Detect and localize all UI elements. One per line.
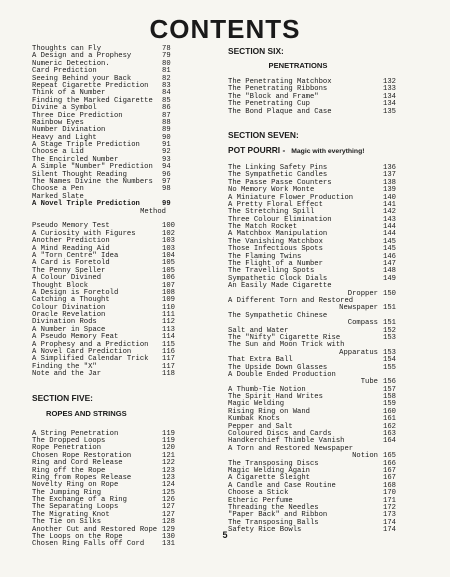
entry-page-number: 152 [383, 326, 396, 335]
entry-title: Note and the Jar [32, 370, 102, 379]
entry-page-number: 100 [162, 222, 175, 231]
entry-title: The Stretching Spill [228, 208, 315, 217]
entry-title: The Sympathetic Chinese [228, 311, 328, 320]
entry-title: Rope Penetration [32, 444, 102, 453]
section-five-heading: SECTION FIVE: [32, 392, 93, 403]
entry-page-number: 110 [162, 303, 175, 312]
entry-page-number: 92 [162, 148, 171, 157]
entry-title: Pepper and Salt [228, 422, 293, 431]
entry-page-number: 153 [383, 333, 396, 342]
entry-title: The "Nifty" Cigarette Rise [228, 333, 341, 342]
section-six-list [228, 79, 424, 116]
entry-title: The Encircled Number [32, 155, 119, 164]
entry-title: Newspaper [339, 304, 378, 313]
entry-title: A Stage Triple Prediction [32, 141, 140, 150]
entry-title: The Penny Speller [32, 266, 106, 275]
entry-title: A Card is Foretold [32, 259, 110, 268]
entry-page-number: 84 [162, 89, 171, 98]
entry-title: A Double Ended Production [228, 370, 336, 379]
entry-title: A Colour Divined [32, 274, 102, 283]
entry-title: A Number in Space [32, 325, 106, 334]
entry-title: Thought Block [32, 281, 89, 290]
entry-title: Apparatus [339, 348, 378, 357]
entry-page-number: 147 [383, 260, 396, 269]
section-five-subtitle: ROPES AND STRINGS [46, 408, 127, 418]
toc-entry [32, 371, 212, 378]
entry-title: The Penetrating Cup [228, 100, 310, 109]
entry-page-number: 134 [383, 100, 396, 109]
entry-title: Choose a Stick [228, 489, 289, 498]
entry-title: Notion [352, 452, 378, 461]
entry-title: The Travelling Spots [228, 267, 315, 276]
entry-page-number: 103 [162, 244, 175, 253]
entry-title: A String Penetration [32, 429, 119, 438]
entry-page-number: 153 [383, 348, 396, 357]
entry-title: Sympathetic Clock Dials [228, 274, 328, 283]
entry-title: Rainbow Eyes [32, 118, 84, 127]
entry-page-number: 145 [383, 245, 396, 254]
entry-title: Salt and Water [228, 326, 289, 335]
entry-title: Method [140, 207, 166, 216]
entry-page-number: 94 [162, 163, 171, 172]
section-seven-heading: SECTION SEVEN: [228, 129, 299, 140]
entry-page-number: 170 [383, 489, 396, 498]
entry-page-number: 166 [383, 459, 396, 468]
entry-page-number: 98 [162, 185, 171, 194]
entry-page-number: 167 [383, 474, 396, 483]
entry-title: Pseudo Memory Test [32, 222, 110, 231]
entry-title: The Tie on Silks [32, 518, 102, 527]
entry-page-number: 119 [162, 429, 175, 438]
section-six-subtitle: PENETRATIONS [268, 61, 328, 70]
entry-title: Threading the Needles [228, 503, 319, 512]
entry-page-number: 159 [383, 400, 396, 409]
entry-page-number: 120 [162, 444, 175, 453]
entry-page-number: 97 [162, 178, 171, 187]
entry-title: Another Prediction [32, 237, 110, 246]
entry-title: Ring and Cord Release [32, 459, 123, 468]
entry-title: Think of a Number [32, 89, 106, 98]
entry-page-number: 154 [383, 356, 396, 365]
entry-page-number: 150 [383, 289, 396, 298]
entry-title: The Vanishing Matchbox [228, 237, 323, 246]
entry-page-number: 85 [162, 96, 171, 105]
entry-page-number: 128 [162, 518, 175, 527]
entry-page-number: 145 [383, 237, 396, 246]
entry-page-number: 136 [383, 163, 396, 172]
entry-page-number: 106 [162, 274, 175, 283]
entry-page-number: 86 [162, 104, 171, 113]
right-column [228, 46, 424, 534]
toc-entry [32, 541, 212, 548]
entry-title: Repeat Cigarette Prediction [32, 81, 149, 90]
entry-page-number: 140 [383, 193, 396, 202]
entry-title: The Jumping Ring [32, 488, 102, 497]
entry-title: A Different Torn and Restored [228, 296, 354, 305]
entry-page-number: 132 [383, 78, 396, 86]
entry-title: Colour Divination [32, 303, 106, 312]
entry-page-number: 133 [383, 85, 396, 94]
entry-page-number: 90 [162, 133, 171, 142]
entry-page-number: 173 [383, 511, 396, 520]
entry-page-number: 130 [162, 533, 175, 542]
entry-title: Oracle Revelation [32, 311, 106, 320]
toc-entry [228, 109, 424, 116]
entry-title: Finding the Marked Cigarette [32, 96, 153, 105]
entry-page-number: 131 [162, 540, 175, 549]
entry-title: Choose a Lid [32, 148, 84, 157]
entry-title: No Memory Work Monte [228, 186, 315, 195]
entry-page-number: 141 [383, 200, 396, 209]
entry-page-number: 146 [383, 252, 396, 261]
entry-title: Magic Welding [228, 400, 285, 409]
entry-title: Chosen Ring Falls off Cord [32, 540, 145, 549]
entry-title: The Bond Plaque and Case [228, 107, 332, 116]
toc-entry [32, 201, 212, 208]
entry-title: The Passe Passe Counters [228, 178, 332, 187]
entry-title: An Easily Made Cigarette [228, 282, 332, 291]
entry-page-number: 123 [162, 473, 175, 482]
entry-page-number: 138 [383, 178, 396, 187]
entry-page-number: 89 [162, 126, 171, 135]
entry-page-number: 81 [162, 67, 171, 76]
entry-title: The Match Rocket [228, 223, 298, 232]
entry-title: Number Divination [32, 126, 106, 135]
entry-title: A Torn and Restored Newspaper [228, 444, 354, 453]
entry-page-number: 127 [162, 510, 175, 519]
entry-page-number: 172 [383, 503, 396, 512]
entry-title: Etheric Perfume [228, 496, 293, 505]
entry-page-number: 163 [383, 430, 396, 439]
entry-title: A Thumb-Tie Notion [228, 385, 306, 394]
entry-title: The Transposing Discs [228, 459, 319, 468]
entry-title: The Upside Down Glasses [228, 363, 328, 372]
entry-page-number: 87 [162, 111, 171, 120]
entry-title: A Novel Card Prediction [32, 348, 132, 357]
entry-title: Heavy and Light [32, 133, 97, 142]
entry-page-number: 144 [383, 223, 396, 232]
entry-title: The Names Divine the Numbers [32, 178, 153, 187]
entry-page-number: 156 [383, 378, 396, 387]
entry-title: A Curiosity with Figures [32, 229, 136, 238]
entry-title: That Extra Ball [228, 356, 293, 365]
entry-page-number: 109 [162, 296, 175, 305]
entry-page-number: 148 [383, 267, 396, 276]
entry-page-number: 135 [383, 107, 396, 116]
entry-page-number: 93 [162, 155, 171, 164]
entry-title: Ring from Ropes Release [32, 473, 132, 482]
entry-title: Safety Rice Bowls [228, 526, 302, 535]
entry-title: A Candle and Case Routine [228, 481, 336, 490]
entry-page-number: 174 [383, 526, 396, 535]
entry-page-number: 115 [162, 340, 175, 349]
entry-page-number: 137 [383, 171, 396, 180]
entry-page-number: 149 [383, 274, 396, 283]
entry-page-number: 78 [162, 45, 171, 53]
entry-title: The Sympathetic Candles [228, 171, 328, 180]
entry-page-number: 125 [162, 488, 175, 497]
entry-title: Catching a Thought [32, 296, 110, 305]
entry-title: The Migrating Knot [32, 510, 110, 519]
entry-title: A Pseudo Memory Feat [32, 333, 119, 342]
entry-page-number: 142 [383, 208, 396, 217]
section-six-heading: SECTION SIX: [228, 46, 284, 56]
entry-page-number: 104 [162, 251, 175, 260]
entry-title: "Paper Back" and Ribbon [228, 511, 328, 520]
section-seven-tagline: Magic with everything! [291, 147, 365, 155]
entry-page-number: 116 [162, 348, 175, 357]
entry-page-number: 171 [383, 496, 396, 505]
entry-title: Magic Welding Again [228, 466, 310, 475]
entry-page-number: 162 [383, 422, 396, 431]
entry-page-number: 151 [383, 304, 396, 313]
entry-title: Compass [347, 319, 378, 328]
entry-page-number: 122 [162, 459, 175, 468]
entry-title: Rising Ring on Wand [228, 407, 310, 416]
toc-entry [32, 209, 212, 216]
entry-page-number: 139 [383, 186, 396, 195]
entry-title: A Simplified Calendar Trick [32, 355, 149, 364]
entry-title: Divine a Symbol [32, 104, 97, 113]
entry-title: Kumbak Knots [228, 415, 280, 424]
section-seven-list [228, 165, 424, 535]
entry-page-number: 155 [383, 363, 396, 372]
entry-title: Card Prediction [32, 67, 97, 76]
section-seven-subtitle-line [228, 145, 424, 157]
entry-page-number: 83 [162, 81, 171, 90]
entry-title: The Separating Loops [32, 503, 119, 512]
entry-page-number: 143 [383, 215, 396, 224]
entry-page-number: 161 [383, 415, 396, 424]
entry-title: A Miniature Flower Production [228, 193, 354, 202]
entry-title: A Design and a Prophesy [32, 52, 132, 61]
entry-page-number: 158 [383, 393, 396, 402]
section-seven-subtitle: POT POURRI - [228, 144, 286, 155]
entry-title: The Penetrating Matchbox [228, 78, 332, 86]
entry-page-number: 99 [162, 200, 171, 209]
entry-title: A Pretty Floral Effect [228, 200, 323, 209]
entry-page-number: 102 [162, 229, 175, 238]
entry-title: Silent Thought Reading [32, 170, 127, 179]
entry-title: Three Colour Elimination [228, 215, 332, 224]
entry-page-number: 91 [162, 141, 171, 150]
entry-page-number: 164 [383, 437, 396, 446]
entry-title: The Flight of a Number [228, 260, 323, 269]
entry-page-number: 103 [162, 237, 175, 246]
entry-page-number: 160 [383, 407, 396, 416]
entry-page-number: 157 [383, 385, 396, 394]
entry-page-number: 79 [162, 52, 171, 61]
entry-title: A Novel Triple Prediction [32, 200, 140, 209]
entry-page-number: 168 [383, 481, 396, 490]
entry-page-number: 123 [162, 466, 175, 475]
entry-title: Divination Rods [32, 318, 97, 327]
entry-page-number: 118 [162, 370, 175, 379]
entry-page-number: 108 [162, 288, 175, 297]
entry-page-number: 82 [162, 74, 171, 83]
left-column [32, 46, 212, 549]
entry-title: Coloured Discs and Cards [228, 430, 332, 439]
left-entry-list [32, 46, 212, 379]
entry-title: The Sun and Moon Trick with [228, 341, 345, 350]
entry-title: Marked Slate [32, 192, 84, 201]
entry-title: A Matchbox Manipulation [228, 230, 328, 239]
entry-title: The Flaming Twins [228, 252, 302, 261]
entry-page-number: 121 [162, 451, 175, 460]
entry-title: Handkerchief Thimble Vanish [228, 437, 345, 446]
entry-title: A Prophesy and a Prediction [32, 340, 149, 349]
entry-title: A Design is Foretold [32, 288, 119, 297]
entry-page-number: 112 [162, 318, 175, 327]
entry-title: Finding the "X" [32, 362, 97, 371]
entry-page-number: 88 [162, 118, 171, 127]
page-title: CONTENTS [149, 14, 301, 44]
entry-title: Another Cut and Restored Rope [32, 525, 158, 534]
entry-title: Three Dice Prediction [32, 111, 123, 120]
entry-page-number: 174 [383, 518, 396, 527]
entry-title: A Cigarette Sleight [228, 474, 310, 483]
entry-page-number: 126 [162, 496, 175, 505]
entry-page-number: 113 [162, 325, 175, 334]
entry-title: Tube [360, 378, 378, 387]
entry-page-number: 124 [162, 481, 175, 490]
page-number: 5 [222, 530, 228, 540]
entry-title: A Simple "Number" Prediction [32, 163, 153, 172]
entry-page-number: 105 [162, 266, 175, 275]
entry-title: The Spirit Hand Writes [228, 393, 323, 402]
entry-page-number: 111 [162, 311, 175, 320]
entry-title: The "Block and Frame" [228, 92, 319, 101]
entry-title: Choose a Pen [32, 185, 84, 194]
entry-title: A "Torn Centre" Idea [32, 251, 119, 260]
entry-page-number: 144 [383, 230, 396, 239]
entry-title: The Exchange of a Ring [32, 496, 127, 505]
entry-title: Thoughts can Fly [32, 45, 102, 53]
entry-page-number: 165 [383, 452, 396, 461]
entry-title: Seeing Behind your Back [32, 74, 132, 83]
entry-page-number: 167 [383, 466, 396, 475]
entry-title: Those Infectious Spots [228, 245, 323, 254]
entry-title: Numeric Detection. [32, 59, 110, 68]
entry-page-number: 117 [162, 362, 175, 371]
entry-title: A Mind Reading Aid [32, 244, 110, 253]
entry-page-number: 80 [162, 59, 171, 68]
entry-page-number: 119 [162, 436, 175, 445]
entry-title: The Transposing Balls [228, 518, 319, 527]
entry-page-number: 107 [162, 281, 175, 290]
entry-title: Novelty Ring on Rope [32, 481, 119, 490]
entry-page-number: 117 [162, 355, 175, 364]
entry-page-number: 134 [383, 92, 396, 101]
entry-title: The Loops on the Rope [32, 533, 123, 542]
entry-page-number: 105 [162, 259, 175, 268]
entry-title: Ring off the Rope [32, 466, 106, 475]
entry-title: Dropper [347, 289, 378, 298]
entry-page-number: 96 [162, 170, 171, 179]
entry-title: Chosen Rope Restoration [32, 451, 132, 460]
entry-title: The Penetrating Ribbons [228, 85, 328, 94]
entry-page-number: 114 [162, 333, 175, 342]
entry-title: The Linking Safety Pins [228, 163, 328, 172]
entry-page-number: 151 [383, 319, 396, 328]
entry-page-number: 127 [162, 503, 175, 512]
entry-title: The Dropped Loops [32, 436, 106, 445]
entry-page-number: 129 [162, 525, 175, 534]
